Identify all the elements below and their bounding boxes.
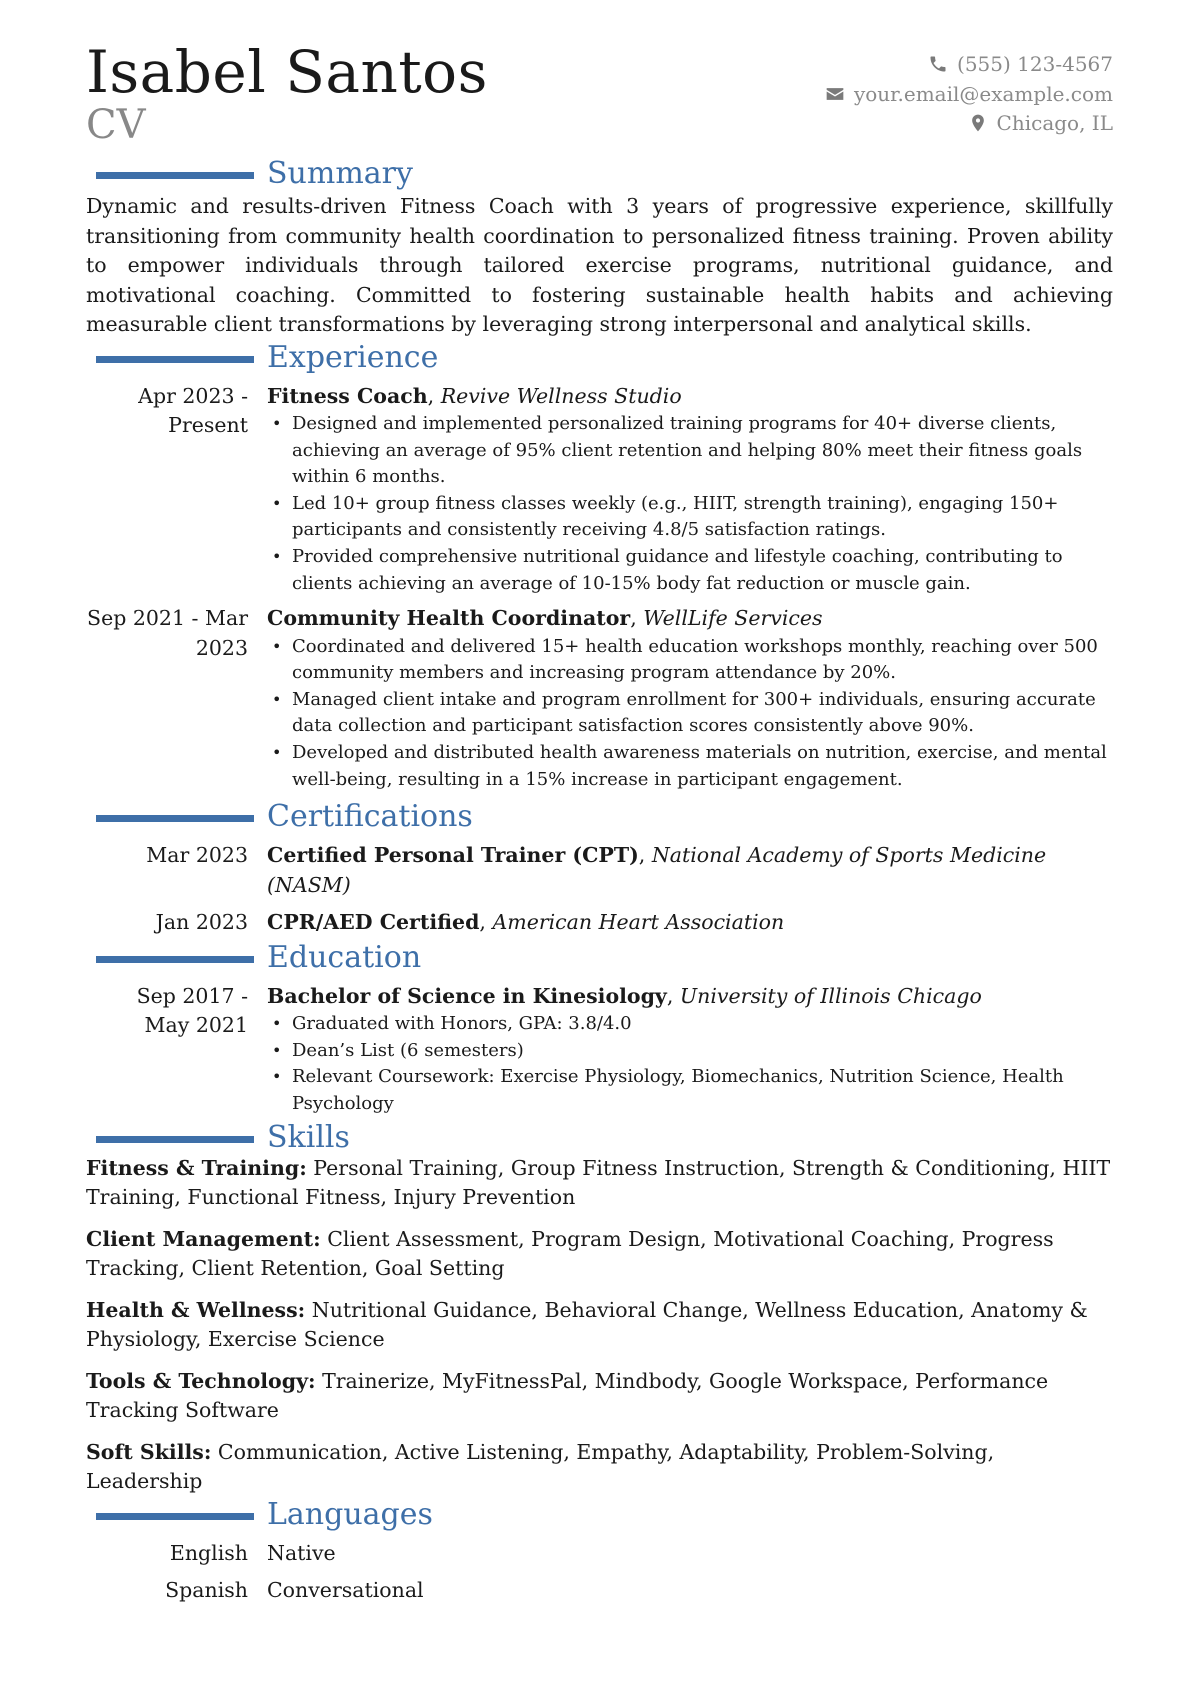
job-role: Community Health Coordinator bbox=[267, 606, 631, 631]
language-row bbox=[86, 1576, 1113, 1606]
list-item: • Designed and implemented personalized training programs for 40+ diverse clients, achieving an average of 95% client retention and helping 80% meet their fitness goals within 6 months. bbox=[292, 411, 1113, 491]
cv-page bbox=[86, 40, 1113, 1614]
job-organization: WellLife Services bbox=[643, 606, 823, 631]
person-name: Isabel Santos bbox=[86, 38, 488, 106]
section-title: Skills bbox=[267, 1119, 350, 1155]
certification-issuer: American Heart Association bbox=[492, 910, 785, 935]
certification-name: CPR/AED Certified bbox=[267, 910, 480, 935]
entry-date: Sep 2017 - May 2021 bbox=[136, 983, 248, 1038]
skill-label: Client Management: bbox=[86, 1226, 321, 1251]
skill-group bbox=[86, 1367, 1113, 1426]
section-certifications-heading bbox=[86, 801, 1113, 837]
entry-bullets bbox=[267, 1011, 1113, 1117]
envelope-icon bbox=[824, 83, 846, 103]
skill-label: Tools & Technology: bbox=[86, 1368, 316, 1393]
map-marker-icon bbox=[967, 112, 989, 132]
list-item: • Graduated with Honors, GPA: 3.8/4.0 bbox=[292, 1011, 1113, 1038]
skill-values: Trainerize, MyFitnessPal, Mindbody, Google Workspace, Performance Tracking Software bbox=[86, 1368, 1049, 1423]
skill-label: Soft Skills: bbox=[86, 1439, 212, 1464]
skill-values: Client Assessment, Program Design, Motivational Coaching, Progress Tracking, Client Retention, Goal Setting bbox=[86, 1226, 1054, 1281]
degree-name: Bachelor of Science in Kinesiology bbox=[267, 983, 667, 1008]
entry-title: CPR/AED Certified, American Heart Association bbox=[267, 910, 785, 935]
document-subtitle: CV bbox=[86, 102, 146, 148]
skill-values: Personal Training, Group Fitness Instruction, Strength & Conditioning, HIIT Training, Functional Fitness, Injury Prevention bbox=[86, 1155, 1111, 1210]
contact-block bbox=[824, 50, 1113, 139]
section-languages-heading bbox=[86, 1496, 1113, 1535]
list-item: • Dean’s List (6 semesters) bbox=[292, 1038, 1113, 1065]
certification-issuer: National Academy of Sports Medicine (NASM) bbox=[267, 843, 1047, 897]
entry-bullets bbox=[267, 411, 1113, 597]
phone-text[interactable]: (555) 123-4567 bbox=[957, 52, 1113, 76]
job-organization: Revive Wellness Studio bbox=[440, 383, 682, 408]
language-level: Native bbox=[267, 1540, 336, 1565]
summary-text: Dynamic and results-driven Fitness Coach with 3 years of progressive experience, skillfully transitioning from community health coordination to personalized fitness training. Proven ability to empower individuals through tailored exercise programs, nutritional guidance, and motivational coaching. Committed to fostering sustainable health habits and achieving measurable client transformations by leveraging strong interpersonal and analytical skills. bbox=[86, 194, 1113, 336]
list-item: • Led 10+ group fitness classes weekly (e.g., HIIT, strength training), engaging 150+ participants and consistently receiving 4.8/5 satisfaction ratings. bbox=[292, 491, 1113, 544]
entry-title: Community Health Coordinator, WellLife Services bbox=[267, 606, 823, 631]
skill-group bbox=[86, 1438, 1113, 1497]
list-item: • Managed client intake and program enrollment for 300+ individuals, ensuring accurate data collection and participant satisfaction scores consistently above 90%. bbox=[292, 687, 1113, 740]
language-name: English bbox=[169, 1540, 248, 1565]
entry-date: Jan 2023 bbox=[155, 910, 248, 935]
education-entry bbox=[86, 982, 1113, 1118]
section-experience-heading bbox=[86, 339, 1113, 378]
language-level: Conversational bbox=[267, 1578, 424, 1603]
skill-label: Health & Wellness: bbox=[86, 1297, 306, 1322]
section-rule bbox=[96, 1136, 254, 1143]
section-rule bbox=[96, 1513, 254, 1520]
contact-email bbox=[824, 80, 1113, 110]
section-title: Education bbox=[267, 939, 422, 975]
skill-group bbox=[86, 1154, 1113, 1213]
section-education-heading bbox=[86, 939, 1113, 978]
list-item: • Developed and distributed health awareness materials on nutrition, exercise, and mental well-being, resulting in a 15% increase in participant engagement. bbox=[292, 740, 1113, 793]
section-title: Certifications bbox=[267, 799, 473, 835]
list-item: • Provided comprehensive nutritional guidance and lifestyle coaching, contributing to clients achieving an average of 10-15% body fat reduction or muscle gain. bbox=[292, 544, 1113, 597]
certification-entry bbox=[86, 841, 1113, 900]
skill-group bbox=[86, 1225, 1113, 1284]
section-title: Languages bbox=[267, 1496, 433, 1532]
entry-title: Bachelor of Science in Kinesiology, University of Illinois Chicago bbox=[267, 983, 982, 1008]
section-title: Experience bbox=[267, 339, 439, 375]
experience-entry bbox=[86, 382, 1113, 598]
language-row bbox=[86, 1539, 1113, 1569]
job-role: Fitness Coach bbox=[267, 383, 428, 408]
list-item: • Coordinated and delivered 15+ health education workshops monthly, reaching over 500 community members and increasing program attendance by 20%. bbox=[292, 634, 1113, 687]
section-summary-heading bbox=[86, 158, 1113, 194]
entry-date: Mar 2023 bbox=[146, 843, 248, 868]
location-text: Chicago, IL bbox=[996, 111, 1113, 135]
entry-title: Fitness Coach, Revive Wellness Studio bbox=[267, 383, 682, 408]
contact-location bbox=[824, 109, 1113, 139]
entry-title: Certified Personal Trainer (CPT), National Academy of Sports Medicine (NASM) bbox=[267, 843, 1047, 897]
languages-list bbox=[86, 1539, 1113, 1606]
certification-name: Certified Personal Trainer (CPT) bbox=[267, 843, 639, 868]
section-rule bbox=[96, 956, 254, 963]
section-skills-heading bbox=[86, 1119, 1113, 1158]
section-rule bbox=[96, 815, 254, 822]
section-rule bbox=[96, 356, 254, 363]
skill-values: Communication, Active Listening, Empathy, Adaptability, Problem-Solving, Leadership bbox=[86, 1439, 995, 1494]
entry-bullets bbox=[267, 634, 1113, 794]
cv-header bbox=[86, 40, 1113, 158]
school-name: University of Illinois Chicago bbox=[679, 983, 982, 1008]
section-title: Summary bbox=[267, 156, 413, 191]
skill-label: Fitness & Training: bbox=[86, 1155, 307, 1180]
skill-group bbox=[86, 1296, 1113, 1355]
list-item: • Relevant Coursework: Exercise Physiology, Biomechanics, Nutrition Science, Health Psychology bbox=[292, 1064, 1113, 1117]
phone-icon bbox=[927, 53, 949, 73]
email-text[interactable]: your.email@example.com bbox=[853, 81, 1113, 106]
entry-date: Apr 2023 - Present bbox=[138, 383, 248, 437]
entry-date: Sep 2021 - Mar 2023 bbox=[87, 606, 248, 660]
language-name: Spanish bbox=[165, 1578, 248, 1603]
experience-entry bbox=[86, 604, 1113, 793]
certification-entry bbox=[86, 908, 1113, 938]
contact-phone bbox=[824, 50, 1113, 80]
skills-list bbox=[86, 1154, 1113, 1497]
skill-values: Nutritional Guidance, Behavioral Change, Wellness Education, Anatomy & Physiology, Exercise Science bbox=[86, 1297, 1088, 1352]
section-rule bbox=[96, 172, 254, 179]
